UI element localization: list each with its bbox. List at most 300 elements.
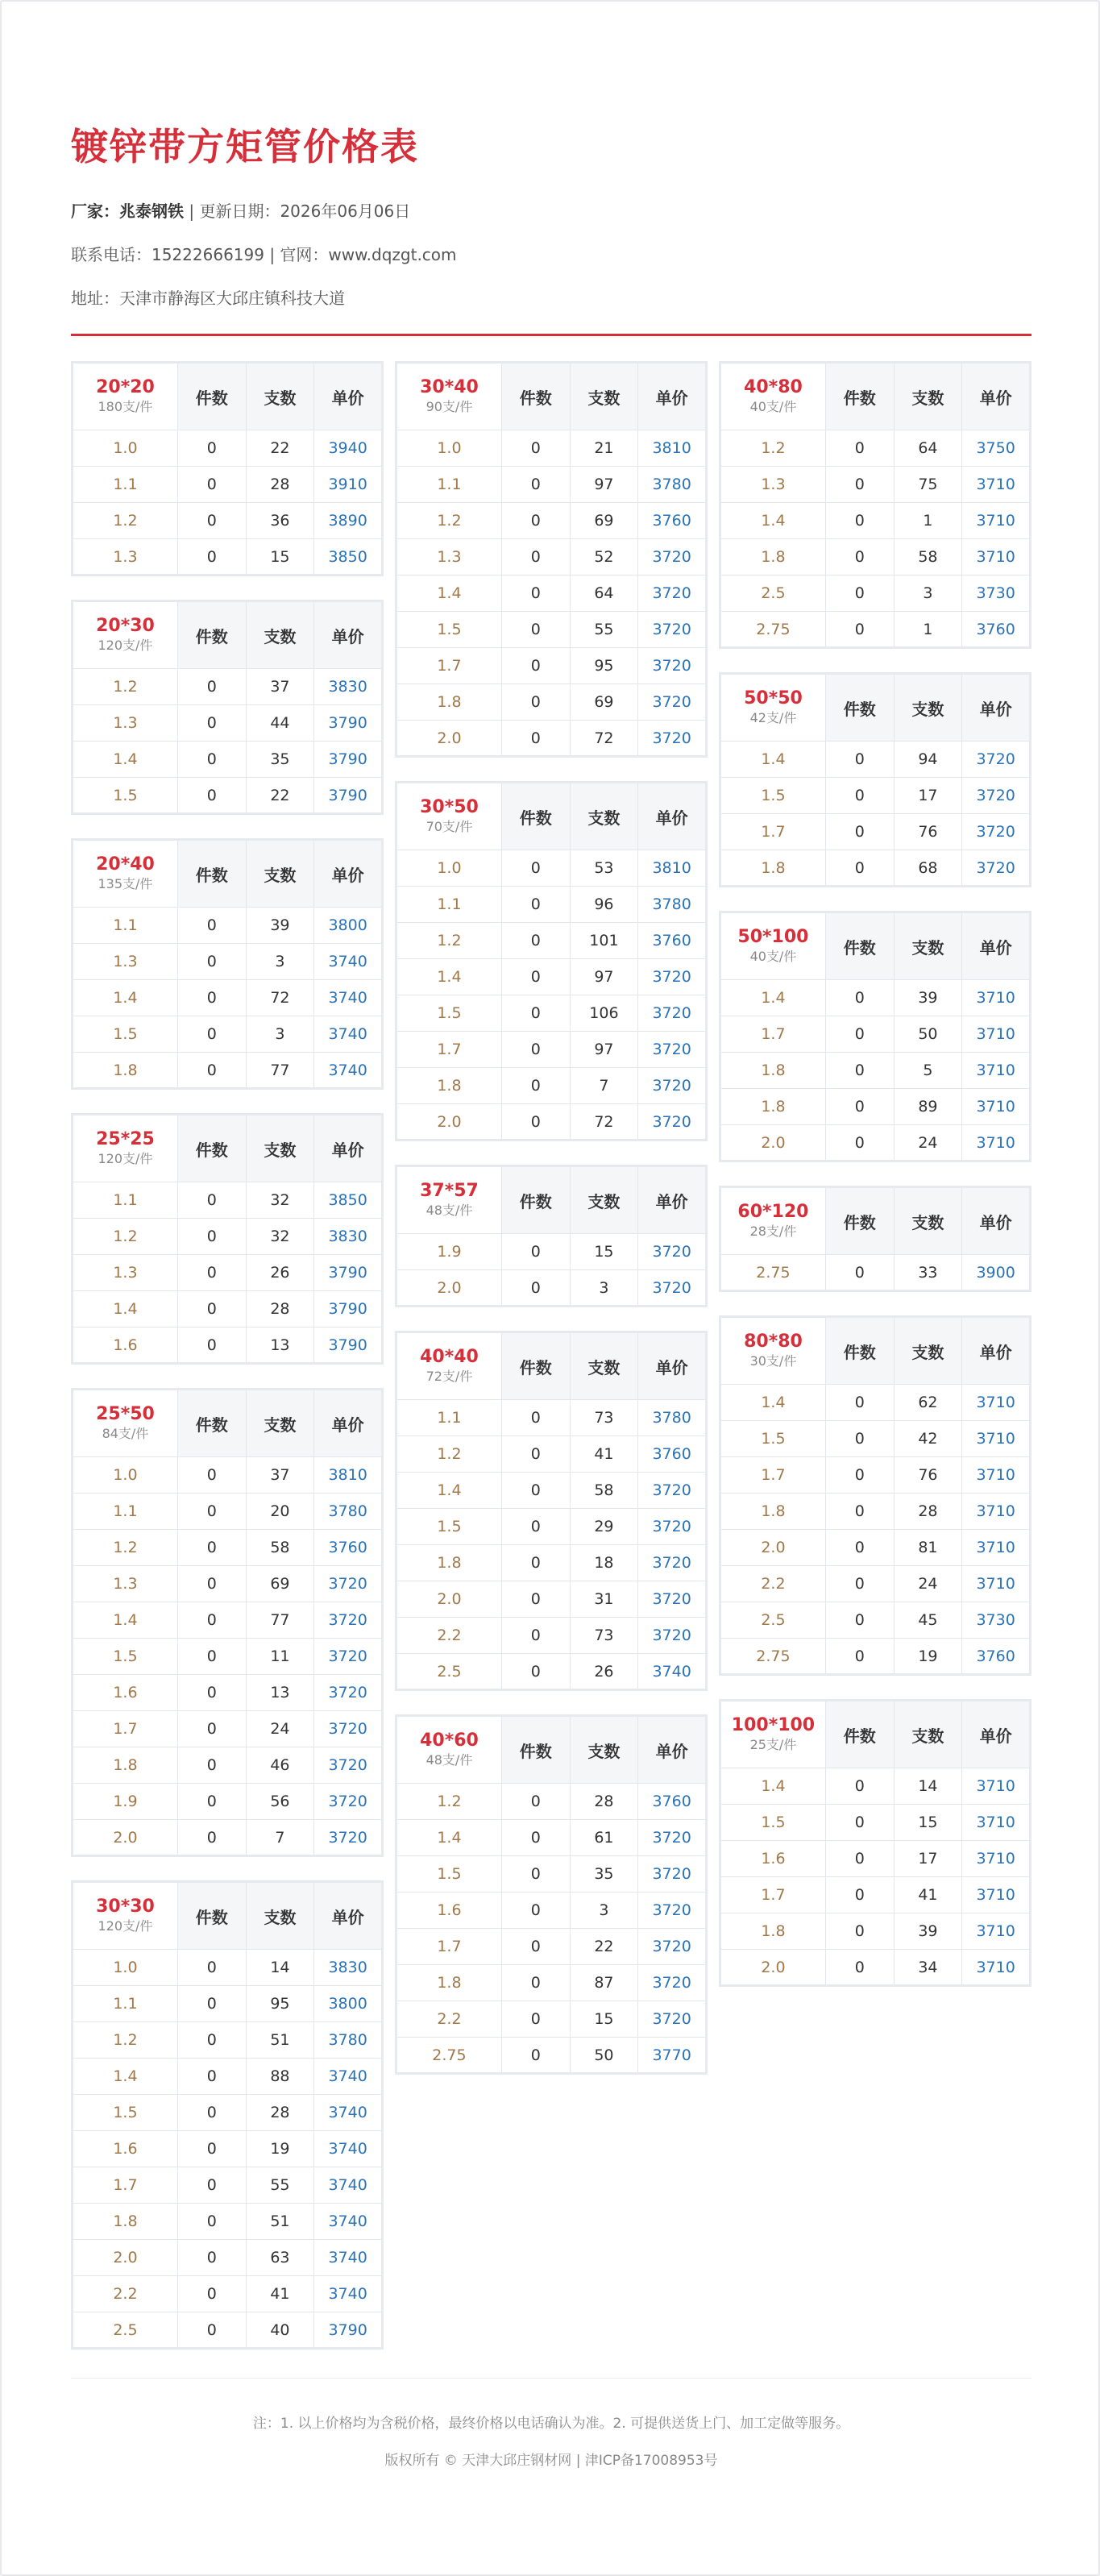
price-cell: 3720 xyxy=(638,1856,707,1893)
table-row xyxy=(396,1545,707,1581)
spec-cell: 1.1 xyxy=(73,1182,178,1219)
zhi-cell: 95 xyxy=(570,648,638,684)
zhi-cell: 55 xyxy=(570,612,638,648)
spec-cell: 1.8 xyxy=(720,1494,826,1530)
size-label: 20*40 xyxy=(96,854,155,875)
spec-cell: 1.2 xyxy=(73,2022,178,2059)
table-row xyxy=(396,1473,707,1509)
table-row xyxy=(396,1618,707,1654)
zhi-cell: 29 xyxy=(570,1509,638,1545)
zhi-cell: 1 xyxy=(894,612,962,648)
spec-cell: 1.0 xyxy=(73,1457,178,1494)
spec-cell: 2.0 xyxy=(720,1125,826,1161)
jian-cell: 0 xyxy=(501,430,570,467)
zhi-cell: 39 xyxy=(894,980,962,1016)
table-row xyxy=(73,778,383,814)
zhi-cell: 24 xyxy=(894,1566,962,1602)
contact-line: 联系电话：15222666199 | 官网：www.dqzgt.com xyxy=(71,245,457,264)
jian-cell: 0 xyxy=(501,2001,570,2038)
table-row xyxy=(720,1125,1031,1161)
price-cell: 3740 xyxy=(314,2167,383,2204)
price-cell: 3780 xyxy=(638,1400,707,1436)
price-cell: 3810 xyxy=(314,1457,383,1494)
price-cell: 3720 xyxy=(314,1820,383,1856)
size-header xyxy=(396,1332,502,1400)
table-header-row xyxy=(73,840,383,908)
spec-cell: 1.7 xyxy=(396,648,502,684)
price-cell: 3710 xyxy=(962,539,1031,575)
zhi-cell: 14 xyxy=(894,1768,962,1805)
table-row xyxy=(720,503,1031,539)
price-cell: 3940 xyxy=(314,430,383,467)
table-row xyxy=(720,1385,1031,1421)
size-label: 25*25 xyxy=(96,1129,155,1149)
zhi-cell: 19 xyxy=(246,2131,314,2167)
jian-cell: 0 xyxy=(501,923,570,959)
zhi-header: 支数 xyxy=(894,363,962,430)
spec-cell: 1.4 xyxy=(396,575,502,612)
price-header: 单价 xyxy=(638,1716,707,1784)
size-header xyxy=(73,840,178,908)
zhi-cell: 15 xyxy=(246,539,314,575)
price-header: 单价 xyxy=(962,912,1031,980)
price-cell: 3720 xyxy=(314,1602,383,1639)
zhi-cell: 15 xyxy=(570,1234,638,1270)
size-header xyxy=(720,1317,826,1385)
jian-cell: 0 xyxy=(177,2059,246,2095)
zhi-cell: 89 xyxy=(894,1089,962,1125)
price-cell: 3760 xyxy=(962,612,1031,648)
jian-cell: 0 xyxy=(177,2095,246,2131)
price-cell: 3760 xyxy=(638,503,707,539)
jian-cell: 0 xyxy=(825,575,894,612)
jian-header: 件数 xyxy=(501,1332,570,1400)
zhi-header: 支数 xyxy=(246,840,314,908)
jian-cell: 0 xyxy=(501,648,570,684)
price-cell: 3910 xyxy=(314,467,383,503)
zhi-cell: 75 xyxy=(894,467,962,503)
jian-header: 件数 xyxy=(501,363,570,430)
price-cell: 3720 xyxy=(638,1545,707,1581)
table-row xyxy=(73,1784,383,1820)
table-row xyxy=(396,467,707,503)
zhi-header: 支数 xyxy=(894,912,962,980)
price-table xyxy=(71,1113,384,1365)
spec-cell: 1.3 xyxy=(73,539,178,575)
price-cell: 3800 xyxy=(314,1986,383,2022)
zhi-cell: 97 xyxy=(570,959,638,995)
price-cell: 3810 xyxy=(638,430,707,467)
price-header: 单价 xyxy=(962,1701,1031,1768)
price-cell: 3760 xyxy=(638,1784,707,1820)
table-row xyxy=(720,1639,1031,1675)
jian-cell: 0 xyxy=(825,1016,894,1053)
zhi-cell: 13 xyxy=(246,1675,314,1711)
zhi-cell: 45 xyxy=(894,1602,962,1639)
zhi-cell: 15 xyxy=(570,2001,638,2038)
price-cell: 3740 xyxy=(314,1016,383,1053)
spec-cell: 1.8 xyxy=(73,1747,178,1784)
jian-cell: 0 xyxy=(501,1618,570,1654)
pieces-per-bundle: 180支/件 xyxy=(98,399,153,414)
zhi-header: 支数 xyxy=(246,1390,314,1457)
jian-cell: 0 xyxy=(177,908,246,944)
zhi-cell: 53 xyxy=(570,850,638,887)
table-row xyxy=(396,923,707,959)
zhi-cell: 35 xyxy=(570,1856,638,1893)
table-header-row xyxy=(396,1166,707,1234)
price-cell: 3780 xyxy=(314,1494,383,1530)
spec-cell: 2.75 xyxy=(720,612,826,648)
table-row xyxy=(73,669,383,705)
zhi-cell: 17 xyxy=(894,778,962,814)
jian-cell: 0 xyxy=(177,2312,246,2349)
zhi-cell: 41 xyxy=(894,1877,962,1913)
table-row xyxy=(73,539,383,575)
table-row xyxy=(73,1291,383,1327)
table-row xyxy=(73,1711,383,1747)
spec-cell: 1.2 xyxy=(396,923,502,959)
price-cell: 3810 xyxy=(638,850,707,887)
spec-cell: 1.7 xyxy=(720,1457,826,1494)
zhi-cell: 26 xyxy=(246,1255,314,1291)
price-table xyxy=(71,1388,384,1857)
price-cell: 3720 xyxy=(638,721,707,757)
price-cell: 3720 xyxy=(962,814,1031,850)
table-row xyxy=(720,1805,1031,1841)
spec-cell: 1.4 xyxy=(73,742,178,778)
zhi-cell: 106 xyxy=(570,995,638,1032)
zhi-cell: 97 xyxy=(570,467,638,503)
spec-cell: 1.3 xyxy=(73,1255,178,1291)
pieces-per-bundle: 30支/件 xyxy=(749,1353,797,1369)
table-row xyxy=(396,2038,707,2074)
price-cell: 3790 xyxy=(314,778,383,814)
zhi-cell: 95 xyxy=(246,1986,314,2022)
zhi-cell: 22 xyxy=(246,430,314,467)
table-row xyxy=(73,1219,383,1255)
spec-cell: 2.0 xyxy=(396,721,502,757)
size-header xyxy=(73,1882,178,1950)
spec-cell: 1.8 xyxy=(73,1053,178,1089)
spec-cell: 1.6 xyxy=(73,1327,178,1364)
jian-cell: 0 xyxy=(825,1768,894,1805)
size-header xyxy=(73,601,178,669)
price-header: 单价 xyxy=(962,1187,1031,1255)
price-cell: 3790 xyxy=(314,705,383,742)
price-header: 单价 xyxy=(314,601,383,669)
table-row xyxy=(396,1654,707,1690)
zhi-cell: 13 xyxy=(246,1327,314,1364)
spec-cell: 1.2 xyxy=(73,1219,178,1255)
zhi-cell: 96 xyxy=(570,887,638,923)
jian-cell: 0 xyxy=(501,1654,570,1690)
table-row xyxy=(396,1965,707,2001)
spec-cell: 1.5 xyxy=(73,778,178,814)
price-cell: 3740 xyxy=(314,944,383,980)
size-label: 40*60 xyxy=(420,1730,479,1751)
jian-cell: 0 xyxy=(501,1234,570,1270)
price-cell: 3850 xyxy=(314,539,383,575)
jian-cell: 0 xyxy=(825,1494,894,1530)
spec-cell: 2.2 xyxy=(396,2001,502,2038)
zhi-cell: 51 xyxy=(246,2022,314,2059)
jian-cell: 0 xyxy=(825,1255,894,1291)
table-row xyxy=(396,503,707,539)
jian-cell: 0 xyxy=(501,612,570,648)
size-label: 80*80 xyxy=(744,1332,803,1352)
price-cell: 3740 xyxy=(314,2240,383,2276)
spec-cell: 1.8 xyxy=(720,539,826,575)
jian-cell: 0 xyxy=(501,684,570,721)
zhi-cell: 1 xyxy=(894,503,962,539)
price-cell: 3780 xyxy=(314,2022,383,2059)
table-row xyxy=(720,1913,1031,1950)
price-cell: 3710 xyxy=(962,1530,1031,1566)
spec-cell: 1.0 xyxy=(73,1950,178,1986)
jian-cell: 0 xyxy=(825,1805,894,1841)
jian-cell: 0 xyxy=(177,1457,246,1494)
price-cell: 3710 xyxy=(962,503,1031,539)
price-cell: 3760 xyxy=(314,1530,383,1566)
table-row xyxy=(73,742,383,778)
table-row xyxy=(396,1784,707,1820)
jian-cell: 0 xyxy=(177,2204,246,2240)
spec-cell: 2.2 xyxy=(396,1618,502,1654)
spec-cell: 2.0 xyxy=(73,1820,178,1856)
pieces-per-bundle: 28支/件 xyxy=(749,1224,797,1239)
spec-cell: 1.4 xyxy=(396,1820,502,1856)
zhi-cell: 76 xyxy=(894,814,962,850)
pieces-per-bundle: 25支/件 xyxy=(749,1737,797,1752)
jian-cell: 0 xyxy=(177,1950,246,1986)
maker-line xyxy=(71,201,410,222)
spec-cell: 1.8 xyxy=(720,850,826,887)
price-header: 单价 xyxy=(314,363,383,430)
size-header xyxy=(720,1701,826,1768)
spec-cell: 1.7 xyxy=(720,814,826,850)
spec-cell: 1.2 xyxy=(396,1784,502,1820)
jian-cell: 0 xyxy=(501,1965,570,2001)
price-header: 单价 xyxy=(314,1390,383,1457)
spec-cell: 1.5 xyxy=(396,1856,502,1893)
table-row xyxy=(396,887,707,923)
size-label: 25*50 xyxy=(96,1404,155,1424)
price-cell: 3830 xyxy=(314,1219,383,1255)
price-cell: 3900 xyxy=(962,1255,1031,1291)
table-header-row xyxy=(73,363,383,430)
jian-cell: 0 xyxy=(177,1219,246,1255)
table-header-row xyxy=(73,1882,383,1950)
table-row xyxy=(73,1950,383,1986)
price-cell: 3720 xyxy=(638,539,707,575)
price-cell: 3710 xyxy=(962,1421,1031,1457)
jian-cell: 0 xyxy=(825,1089,894,1125)
jian-cell: 0 xyxy=(177,1747,246,1784)
price-column-2 xyxy=(395,361,708,2098)
spec-cell: 2.5 xyxy=(396,1654,502,1690)
jian-header: 件数 xyxy=(177,363,246,430)
table-row xyxy=(73,2276,383,2312)
spec-cell: 1.8 xyxy=(720,1053,826,1089)
table-row xyxy=(720,1255,1031,1291)
price-header: 单价 xyxy=(638,1332,707,1400)
zhi-cell: 94 xyxy=(894,742,962,778)
spec-cell: 1.5 xyxy=(73,2095,178,2131)
jian-cell: 0 xyxy=(501,1032,570,1068)
jian-cell: 0 xyxy=(501,721,570,757)
jian-cell: 0 xyxy=(501,995,570,1032)
price-cell: 3720 xyxy=(962,778,1031,814)
price-cell: 3740 xyxy=(314,2095,383,2131)
price-cell: 3720 xyxy=(638,1820,707,1856)
spec-cell: 2.0 xyxy=(396,1581,502,1618)
size-header xyxy=(720,363,826,430)
table-header-row xyxy=(720,1701,1031,1768)
spec-cell: 1.8 xyxy=(396,1965,502,2001)
price-cell: 3720 xyxy=(638,684,707,721)
price-cell: 3710 xyxy=(962,1053,1031,1089)
pieces-per-bundle: 42支/件 xyxy=(749,710,797,725)
zhi-header: 支数 xyxy=(246,363,314,430)
table-row xyxy=(73,1182,383,1219)
jian-cell: 0 xyxy=(501,1270,570,1307)
jian-cell: 0 xyxy=(177,1986,246,2022)
pieces-per-bundle: 135支/件 xyxy=(98,876,153,891)
price-cell: 3720 xyxy=(638,1509,707,1545)
jian-cell: 0 xyxy=(501,1400,570,1436)
table-row xyxy=(73,705,383,742)
zhi-cell: 39 xyxy=(894,1913,962,1950)
table-row xyxy=(396,995,707,1032)
spec-cell: 1.4 xyxy=(720,1385,826,1421)
spec-cell: 1.3 xyxy=(73,705,178,742)
zhi-cell: 68 xyxy=(894,850,962,887)
jian-cell: 0 xyxy=(501,1784,570,1820)
zhi-cell: 3 xyxy=(894,575,962,612)
price-cell: 3710 xyxy=(962,1805,1031,1841)
spec-cell: 1.7 xyxy=(396,1929,502,1965)
price-cell: 3710 xyxy=(962,1385,1031,1421)
maker-name: 兆泰钢铁 xyxy=(119,202,184,221)
jian-cell: 0 xyxy=(825,1566,894,1602)
price-table xyxy=(395,1165,708,1307)
table-row xyxy=(720,1768,1031,1805)
table-row xyxy=(73,980,383,1016)
zhi-header: 支数 xyxy=(894,1187,962,1255)
price-table xyxy=(71,361,384,576)
zhi-cell: 19 xyxy=(894,1639,962,1675)
jian-header: 件数 xyxy=(501,1166,570,1234)
zhi-cell: 55 xyxy=(246,2167,314,2204)
jian-cell: 0 xyxy=(177,2167,246,2204)
table-row xyxy=(720,575,1031,612)
zhi-cell: 73 xyxy=(570,1400,638,1436)
footer-divider xyxy=(71,2378,1032,2379)
zhi-header: 支数 xyxy=(246,1882,314,1950)
spec-cell: 1.3 xyxy=(720,467,826,503)
zhi-cell: 28 xyxy=(570,1784,638,1820)
size-header xyxy=(396,1716,502,1784)
zhi-cell: 3 xyxy=(246,1016,314,1053)
spec-cell: 2.0 xyxy=(396,1270,502,1307)
price-cell: 3720 xyxy=(638,575,707,612)
zhi-cell: 101 xyxy=(570,923,638,959)
jian-cell: 0 xyxy=(501,1581,570,1618)
jian-header: 件数 xyxy=(825,1317,894,1385)
table-row xyxy=(396,575,707,612)
size-label: 30*30 xyxy=(96,1897,155,1917)
zhi-cell: 72 xyxy=(570,1104,638,1141)
price-cell: 3760 xyxy=(962,1639,1031,1675)
spec-cell: 2.5 xyxy=(73,2312,178,2349)
jian-cell: 0 xyxy=(177,1566,246,1602)
spec-cell: 1.1 xyxy=(73,908,178,944)
price-cell: 3720 xyxy=(638,1234,707,1270)
zhi-cell: 46 xyxy=(246,1747,314,1784)
jian-cell: 0 xyxy=(177,980,246,1016)
jian-cell: 0 xyxy=(501,2038,570,2074)
jian-cell: 0 xyxy=(177,1530,246,1566)
pieces-per-bundle: 40支/件 xyxy=(749,949,797,964)
table-header-row xyxy=(396,363,707,430)
price-table xyxy=(719,672,1032,887)
table-row xyxy=(720,467,1031,503)
price-table xyxy=(719,911,1032,1162)
table-row xyxy=(396,1856,707,1893)
zhi-cell: 87 xyxy=(570,1965,638,2001)
table-row xyxy=(73,1602,383,1639)
price-table xyxy=(719,361,1032,649)
price-table xyxy=(719,1699,1032,1987)
zhi-cell: 50 xyxy=(894,1016,962,1053)
table-row xyxy=(396,539,707,575)
jian-cell: 0 xyxy=(825,1530,894,1566)
price-cell: 3790 xyxy=(314,1255,383,1291)
zhi-cell: 28 xyxy=(246,467,314,503)
table-row xyxy=(73,1255,383,1291)
jian-cell: 0 xyxy=(177,1711,246,1747)
jian-cell: 0 xyxy=(501,850,570,887)
zhi-header: 支数 xyxy=(894,1317,962,1385)
price-cell: 3740 xyxy=(638,1654,707,1690)
price-cell: 3720 xyxy=(638,1473,707,1509)
jian-cell: 0 xyxy=(177,1291,246,1327)
table-row xyxy=(73,2204,383,2240)
zhi-cell: 69 xyxy=(570,503,638,539)
jian-cell: 0 xyxy=(501,1436,570,1473)
zhi-header: 支数 xyxy=(246,1115,314,1182)
zhi-cell: 7 xyxy=(246,1820,314,1856)
jian-header: 件数 xyxy=(501,783,570,850)
price-cell: 3720 xyxy=(638,1893,707,1929)
jian-cell: 0 xyxy=(825,778,894,814)
zhi-cell: 58 xyxy=(894,539,962,575)
jian-cell: 0 xyxy=(501,1893,570,1929)
price-table xyxy=(395,1714,708,2075)
spec-cell: 2.75 xyxy=(720,1639,826,1675)
price-table xyxy=(71,600,384,815)
table-row xyxy=(396,1929,707,1965)
jian-header: 件数 xyxy=(501,1716,570,1784)
spec-cell: 1.5 xyxy=(73,1639,178,1675)
jian-cell: 0 xyxy=(177,742,246,778)
table-row xyxy=(720,1602,1031,1639)
spec-cell: 1.4 xyxy=(73,1602,178,1639)
spec-cell: 1.2 xyxy=(73,669,178,705)
jian-cell: 0 xyxy=(825,1053,894,1089)
price-header: 单价 xyxy=(638,783,707,850)
